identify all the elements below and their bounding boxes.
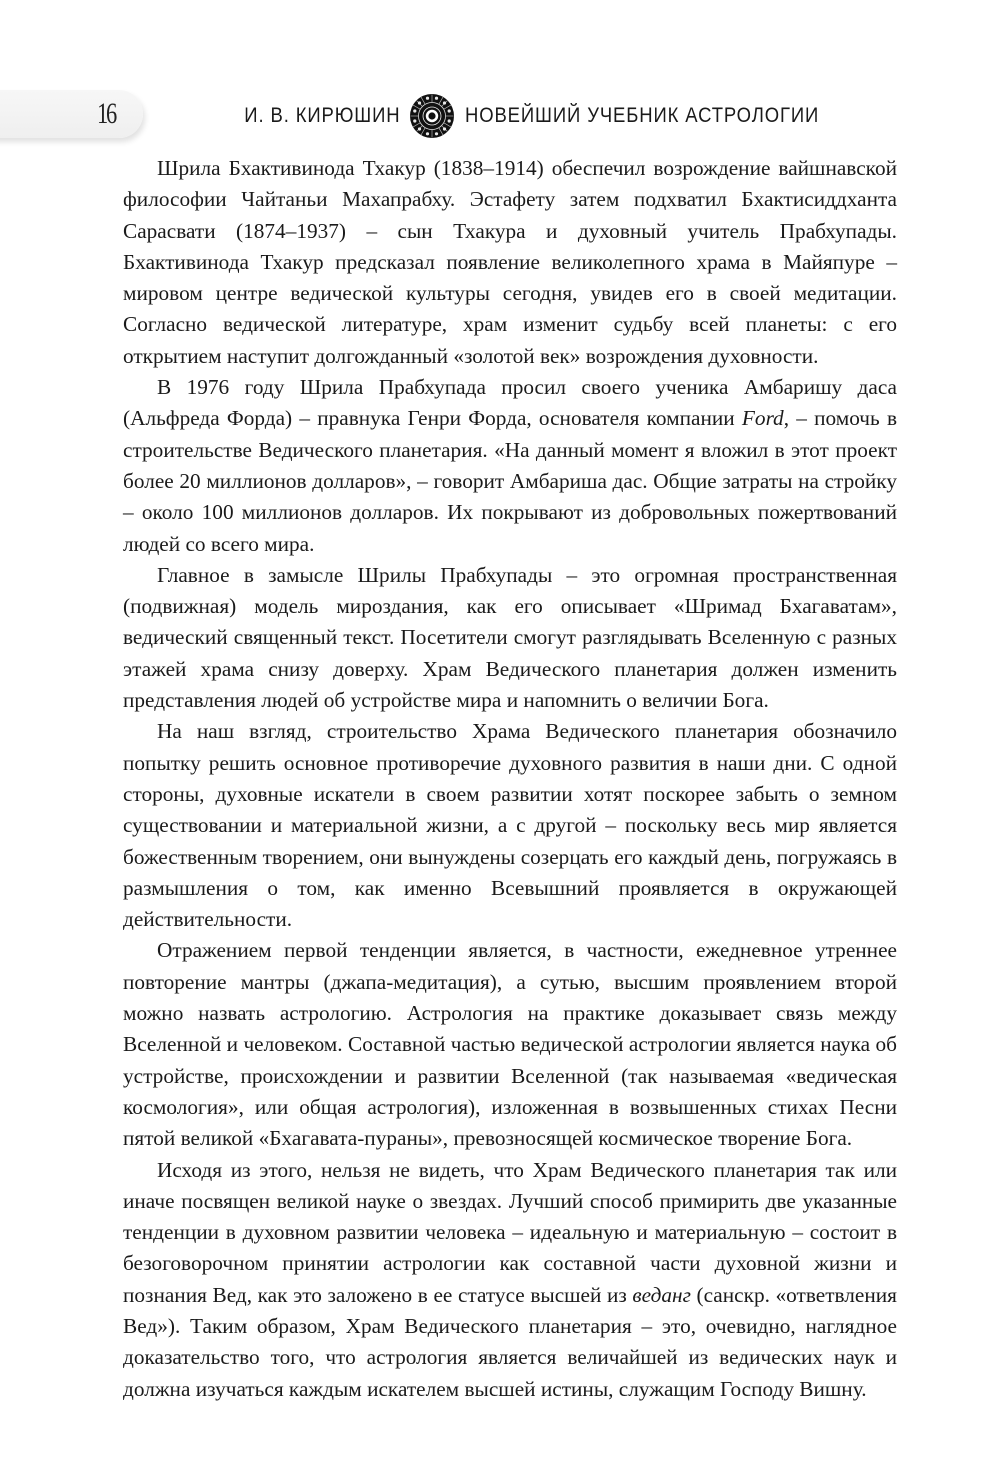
zodiac-wheel-icon: [409, 93, 455, 139]
page-number: 16: [97, 97, 115, 130]
page-number-tab: [0, 90, 143, 138]
running-head-book-title: НОВЕЙШИЙ УЧЕБНИК АСТРОЛОГИИ: [464, 104, 819, 127]
paragraph: Отражением первой тенденции является, в частности, ежедневное утреннее повторение мантры (джапа-медитация), а сутью, высшим проявлением второй можно назвать астрологию. Астрология на практике доказывает связь между Вселенной и человеком. Составной частью ведической астрологии является наука об устройстве, происхождении и развитии Вселенной (так называемая «ведическая космология», или общая астрология), изложенная в возвышенных стихах Песни пятой великой «Бхагавата-пураны», превозносящей космическое творение Бога.: [123, 938, 897, 1151]
italic-term: веданг: [632, 1282, 691, 1307]
italic-term: Ford: [741, 406, 784, 431]
paragraph-text: Исходя из этого, нельзя не видеть, что Храм Ведического планетария так или иначе посвящен великой науке о звездах. Лучший способ примирить две указанные тенденции в духовном развитии человека – идеальную и материальную – состоит в безоговорочном принятии астрологии как составной части духовной жизни и познания Вед, как это заложено в ее статусе высшей из: [123, 1157, 897, 1307]
paragraph: [123, 372, 897, 560]
paragraph: Главное в замысле Шрилы Прабхупады – это огромная пространственная (подвижная) модель мироздания, как его описывает «Шримад Бхагаватам», ведический священный текст. Посетители смогут разглядывать Вселенную с разных этажей храма снизу доверху. Храм Ведического планетария должен изменить представления людей об устройстве мира и напомнить о величии Бога.: [123, 562, 897, 713]
paragraph-text: В 1976 году Шрила Прабхупада просил своего ученика Амбаришу даса (Альфреда Форда) – правнука Генри Форда, основателя компании: [123, 375, 897, 431]
body-text: [123, 153, 897, 1405]
running-head-author: И. В. КИРЮШИН: [244, 104, 401, 127]
paragraph: На наш взгляд, строительство Храма Ведического планетария обозначило попытку решить основное противоречие духовного развития в наши дни. С одной стороны, духовные искатели в своем развитии хотят поскорее забыть о земном существовании и материальной жизни, а с другой – поскольку весь мир является божественным творением, они вынуждены созерцать его каждый день, погружаясь в размышления о том, как именно Всевышний проявляется в окружающей действительности.: [123, 719, 897, 932]
paragraph: [123, 1155, 897, 1405]
paragraph-text: (санскр. «ответвления Вед»). Таким образом, Храм Ведического планетария – это, очевидно, наглядное доказательство того, что астрология является величайшей из ведических наук и должна изучаться каждым искателем высшей истины, служащим Господу Вишну.: [123, 1282, 897, 1401]
running-head: [223, 96, 867, 136]
paragraph-text: , – помочь в строительстве Ведического планетария. «На данный момент я вложил в этот проект более 20 миллионов долларов», – говорит Амбариша дас. Общие затраты на стройку – около 100 миллионов долларов. Их покрывают из добровольных пожертвований людей со всего мира.: [123, 406, 897, 556]
paragraph: Шрила Бхактивинода Тхакур (1838–1914) обеспечил возрождение вайшнавской философии Чайтаньи Махапрабху. Эстафету затем подхватил Бхактисиддханта Сарасвати (1874–1937) – сын Тхакура и духовный учитель Прабхупады. Бхактивинода Тхакур предсказал появление великолепного храма в Майяпуре – мировом центре ведической культуры сегодня, увидев его в своей медитации. Согласно ведической литературе, храм изменит судьбу всей планеты: с его открытием наступит долгожданный «золотой век» возрождения духовности.: [123, 156, 897, 368]
